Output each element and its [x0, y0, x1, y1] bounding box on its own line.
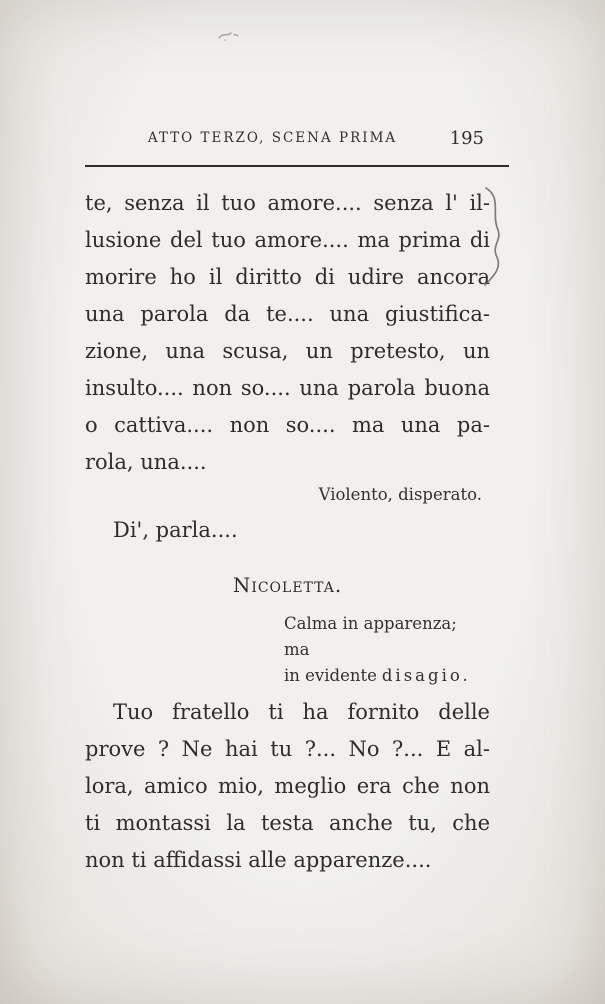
dialogue-paragraph-2 [85, 694, 490, 879]
speaker-name: Nicoletta. [232, 573, 343, 597]
page-header [85, 130, 490, 152]
dialogue-line-di-parla: Di', parla.... [113, 518, 238, 542]
text-block [85, 130, 490, 879]
stage-direction-2-line-2-prefix: in evidente [284, 666, 377, 685]
ink-smudge-mark [216, 28, 242, 44]
text-line: lusione del tuo amore.... ma prima di [85, 228, 490, 252]
stage-direction-2-line-1: Calma in apparenza; ma [284, 614, 457, 659]
text-line: prove ? Ne hai tu ?... No ?... E al- [85, 737, 490, 761]
text-line: Tuo fratello ti ha fornito delle [113, 700, 490, 724]
running-title: ATTO TERZO, SCENA PRIMA [147, 130, 398, 146]
stage-direction-2-line-2-emphasis: disagio. [381, 666, 471, 685]
text-line: lora, amico mio, meglio era che non [85, 774, 490, 798]
text-line: una parola da te.... una giustifica- [85, 302, 490, 326]
stage-direction-2 [284, 611, 484, 689]
dialogue-paragraph-1 [85, 185, 490, 481]
text-line: o cattiva.... non so.... ma una pa- [85, 413, 490, 437]
header-rule [85, 165, 509, 167]
text-line: morire ho il diritto di udire ancora [85, 265, 490, 289]
text-line: insulto.... non so.... una parola buona [85, 376, 490, 400]
text-line: ti montassi la testa anche tu, che [85, 811, 490, 835]
text-line: rola, una.... [85, 450, 207, 474]
text-line: zione, una scusa, un pretesto, un [85, 339, 490, 363]
page-number: 195 [449, 128, 484, 149]
text-line: non ti affidassi alle apparenze.... [85, 848, 432, 872]
text-line: te, senza il tuo amore.... senza l' il- [85, 191, 490, 215]
stage-direction-2-line-2 [284, 663, 484, 689]
margin-brace-mark [482, 186, 510, 288]
stage-direction-1: Violento, disperato. [318, 485, 482, 504]
